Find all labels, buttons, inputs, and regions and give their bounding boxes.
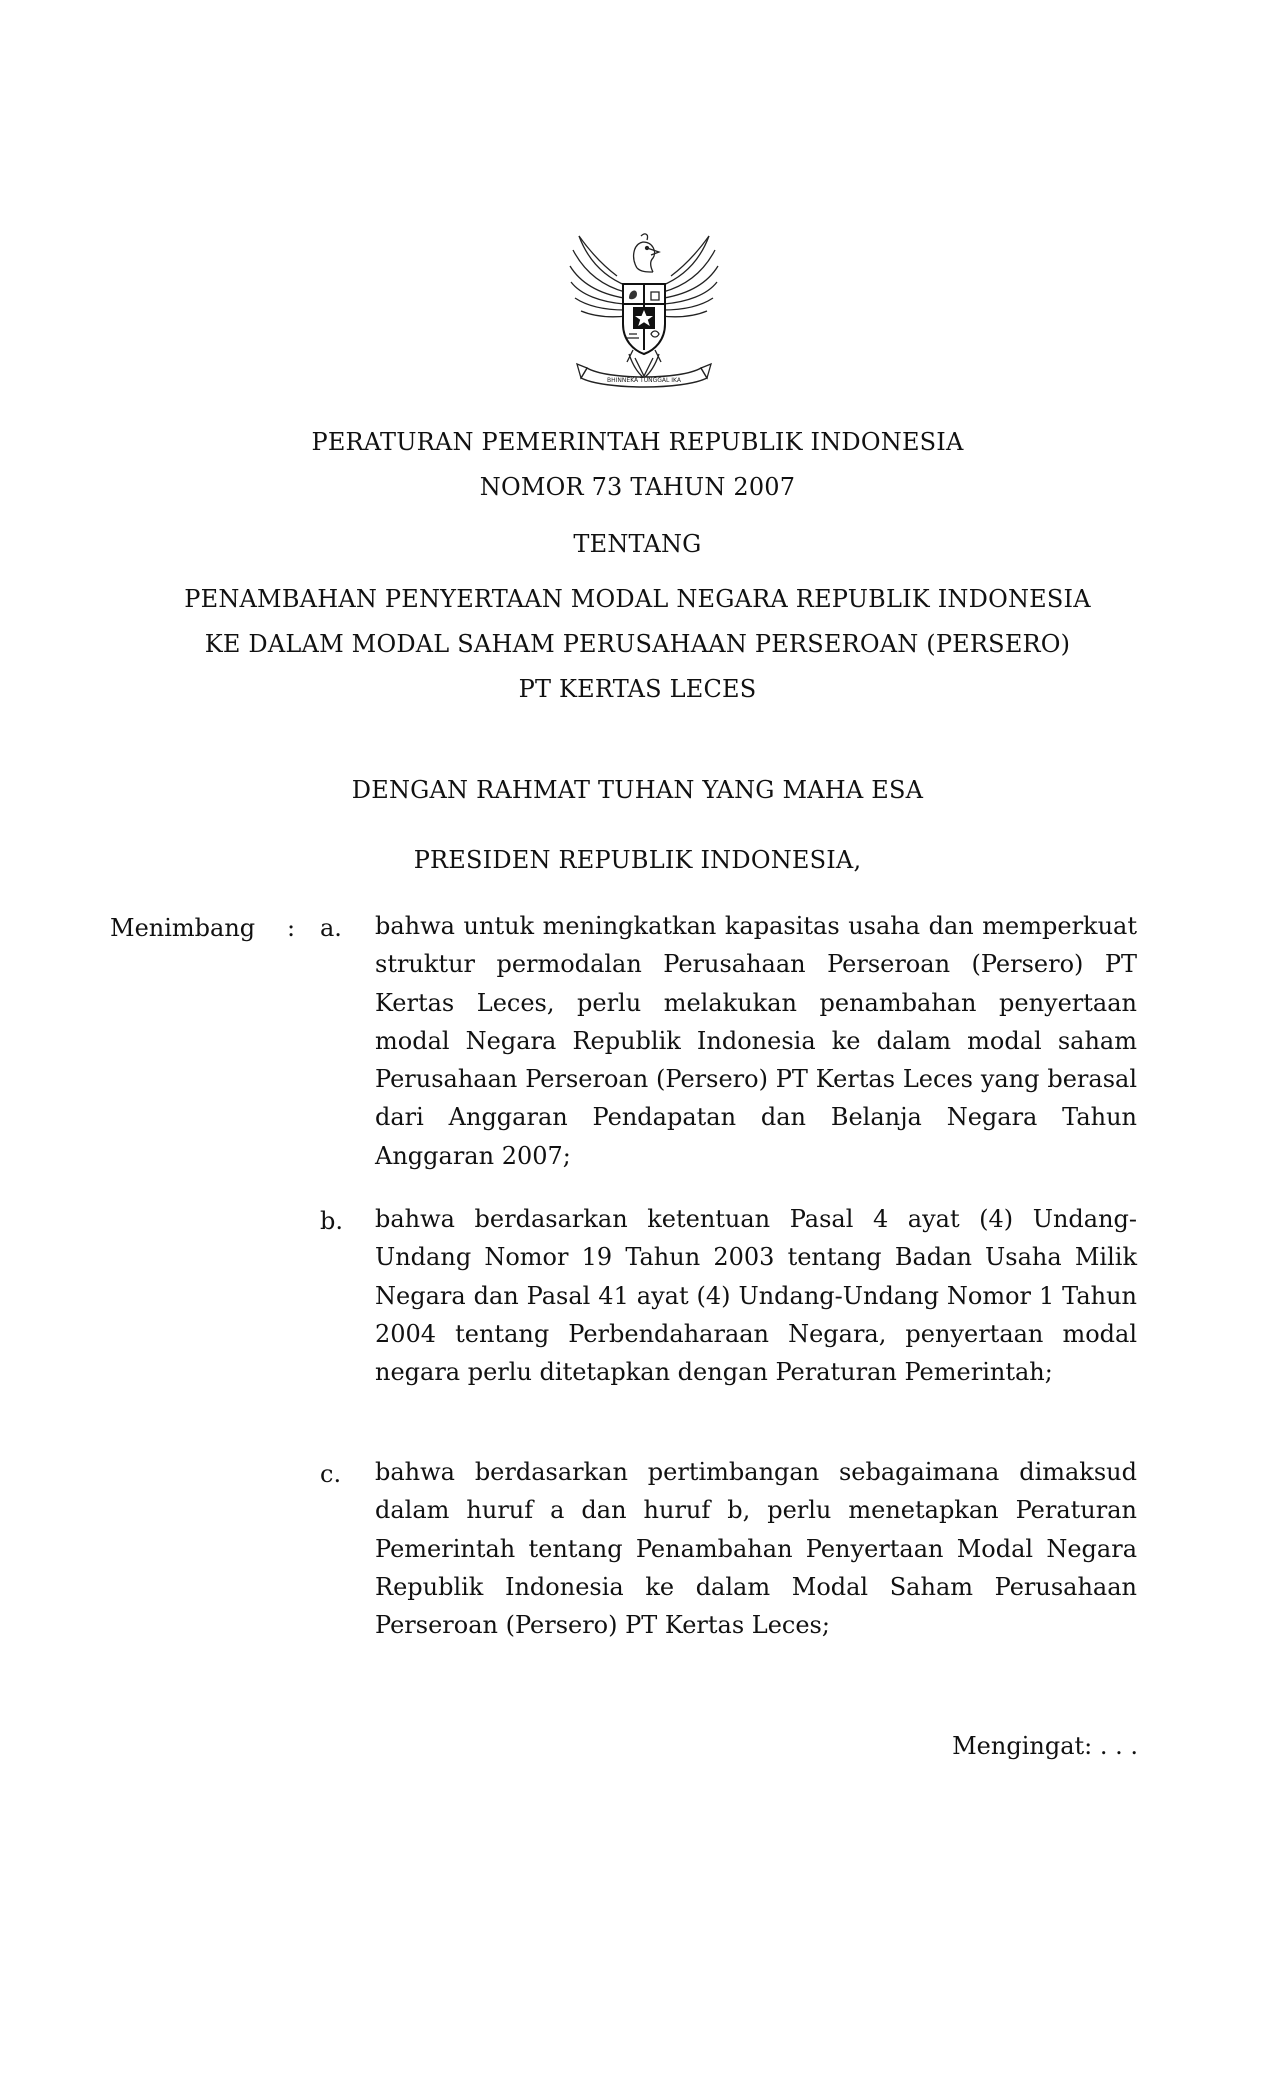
regulation-title: PERATURAN PEMERINTAH REPUBLIK INDONESIA xyxy=(311,428,964,456)
consideration-text-b: bahwa berdasarkan ketentuan Pasal 4 ayat (4) Undang-Undang Nomor 19 Tahun 2003 tentang Badan Usaha Milik Negara dan Pasal 41 ayat (4) Undang-Undang Nomor 1 Tahun 2004 tentang Perbendaharaan Negara, penyertaan modal negara perlu ditetapkan dengan Peraturan Pemerintah; xyxy=(375,1205,1137,1387)
president-heading: PRESIDEN REPUBLIK INDONESIA, xyxy=(413,846,862,874)
subject-line-3: PT KERTAS LECES xyxy=(518,675,757,703)
consideration-text-c: bahwa berdasarkan pertimbangan sebagaimana dimaksud dalam huruf a dan huruf b, perlu menetapkan Peraturan Pemerintah tentang Penambahan Penyertaan Modal Negara Republik Indonesia ke dalam Modal Saham Perusahaan Perseroan (Persero) PT Kertas Leces; xyxy=(375,1458,1137,1640)
consideration-letter-b: b. xyxy=(320,1207,343,1235)
subject-line-2: KE DALAM MODAL SAHAM PERUSAHAAN PERSEROAN (PERSERO) xyxy=(204,630,1071,658)
emblem-motto: BHINNEKA TUNGGAL IKA xyxy=(607,377,681,384)
continuation-marker: Mengingat: . . . xyxy=(952,1732,1138,1760)
about-heading: TENTANG xyxy=(573,530,702,558)
garuda-pancasila-emblem-icon xyxy=(567,228,721,392)
invocation: DENGAN RAHMAT TUHAN YANG MAHA ESA xyxy=(351,776,924,804)
consideration-letter-a: a. xyxy=(320,914,342,942)
considering-label: Menimbang xyxy=(110,914,256,942)
considering-colon: : xyxy=(287,914,296,942)
regulation-number: NOMOR 73 TAHUN 2007 xyxy=(479,473,796,501)
consideration-letter-c: c. xyxy=(320,1460,342,1488)
consideration-text-a: bahwa untuk meningkatkan kapasitas usaha dan memperkuat struktur permodalan Perusahaan Perseroan (Persero) PT Kertas Leces, perlu melakukan penambahan penyertaan modal Negara Republik Indonesia ke dalam modal saham Perusahaan Perseroan (Persero) PT Kertas Leces yang berasal dari Anggaran Pendapatan dan Belanja Negara Tahun Anggaran 2007; xyxy=(375,912,1137,1170)
subject-line-1: PENAMBAHAN PENYERTAAN MODAL NEGARA REPUBLIK INDONESIA xyxy=(184,585,1091,613)
